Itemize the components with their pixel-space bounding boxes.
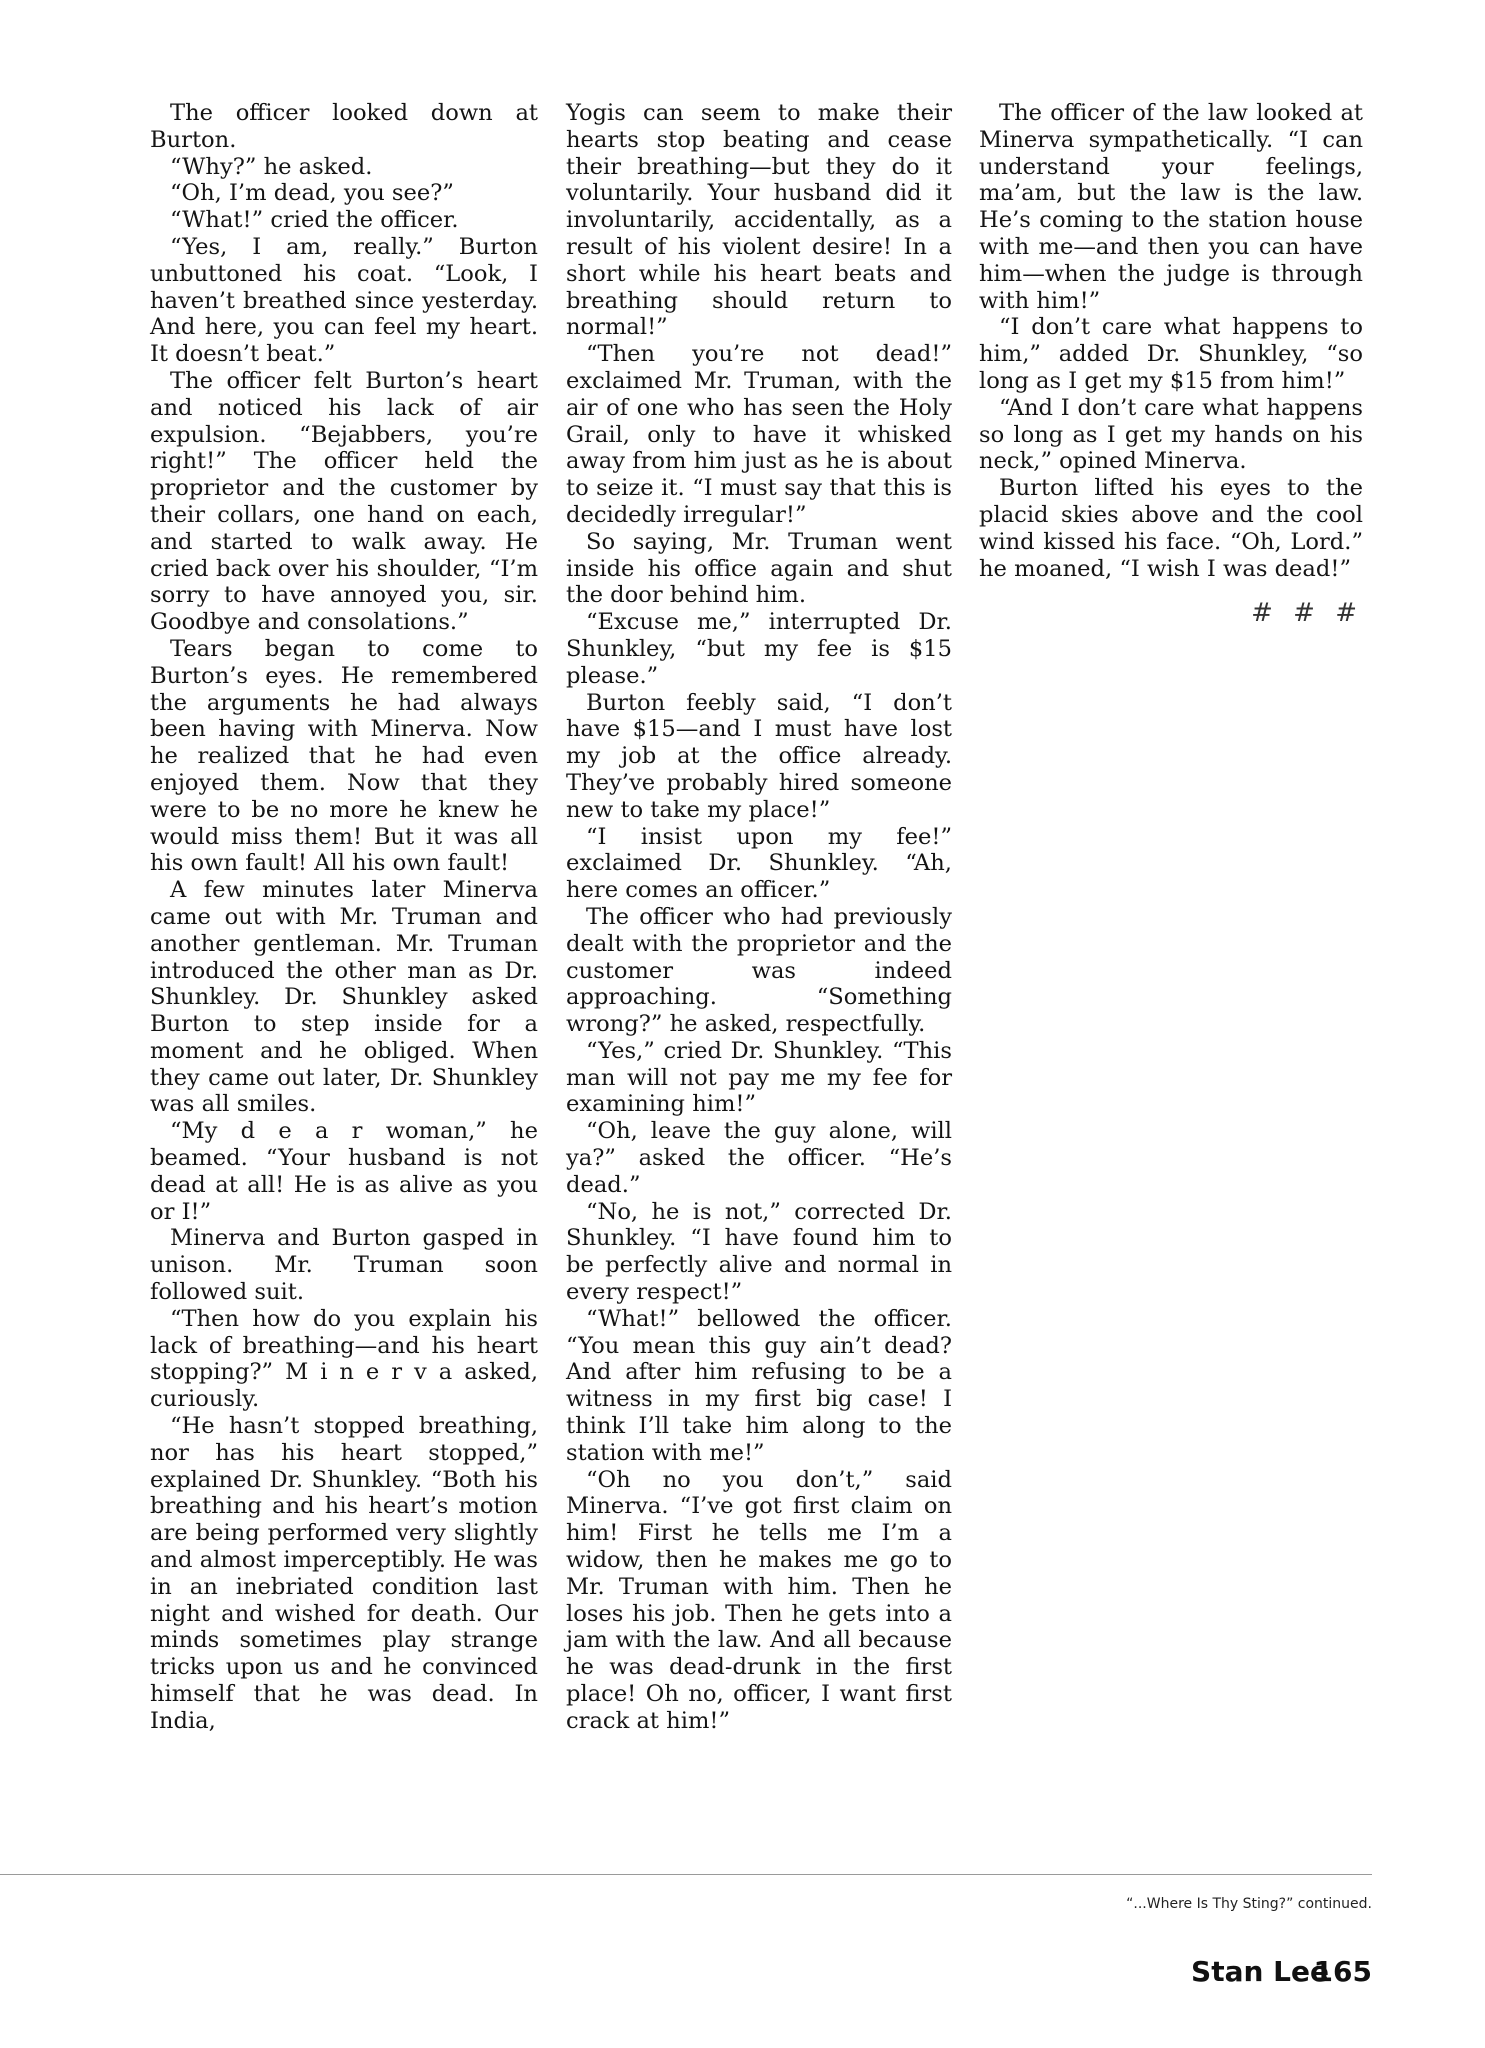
continued-note: “...Where Is Thy Sting?” continued.: [1126, 1896, 1372, 1912]
paragraph: “What!” bellowed the officer. “You mean this guy ain’t dead? And after him refusing to be a witness in my first big case! I think I’ll take him along to the station with me!”: [566, 1305, 952, 1466]
paragraph: “No, he is not,” corrected Dr. Shunkley. “I have found him to be perfectly alive and normal in every respect!”: [566, 1198, 952, 1306]
paragraph: The officer who had previously dealt with the proprietor and the customer was indeed approaching. “Something wrong?” he asked, respectfully.: [566, 903, 952, 1038]
end-of-story-mark: # # #: [1251, 598, 1363, 629]
paragraph: Burton lifted his eyes to the placid skies above and the cool wind kissed his face. “Oh, Lord.” he moaned, “I wish I was dead!”: [979, 475, 1363, 582]
paragraph: The officer looked down at Burton.: [150, 100, 538, 153]
paragraph: “Yes, I am, really.” Burton unbuttoned his coat. “Look, I haven’t breathed since yesterday. And here, you can feel my heart. It doesn’t beat.”: [150, 233, 538, 368]
text-column-middle: [566, 100, 952, 1735]
paragraph: “And I don’t care what happens so long as I get my hands on his neck,” opined Minerva.: [979, 394, 1363, 475]
paragraph: “My d e a r woman,” he beamed. “Your husband is not dead at all! He is as alive as you or I!”: [150, 1118, 538, 1225]
footer-divider: [0, 1874, 1372, 1875]
paragraph: So saying, Mr. Truman went inside his office again and shut the door behind him.: [566, 528, 952, 609]
paragraph: “I insist upon my fee!” exclaimed Dr. Shunkley. “Ah, here comes an officer.”: [566, 823, 952, 904]
paragraph: “Oh, I’m dead, you see?”: [170, 180, 454, 207]
paragraph: “Then how do you explain his lack of breathing—and his heart stopping?” M i n e r v a asked, curiously.: [150, 1305, 538, 1413]
paragraph: Minerva and Burton gasped in unison. Mr. Truman soon followed suit.: [150, 1225, 538, 1306]
paragraph: “Yes,” cried Dr. Shunkley. “This man will not pay me my fee for examining him!”: [566, 1037, 952, 1118]
paragraph: A few minutes later Minerva came out with Mr. Truman and another gentleman. Mr. Truman introduced the other man as Dr. Shunkley. Dr. Shunkley asked Burton to step inside for a moment and he obliged. When they came out later, Dr. Shunkley was all smiles.: [150, 877, 538, 1118]
paragraph: “What!” cried the officer.: [170, 207, 459, 234]
paragraph: “Oh no you don’t,” said Minerva. “I’ve got first claim on him! First he tells me I’m a widow, then he makes me go to Mr. Truman with him. Then he loses his job. Then he gets into a jam with the law. And all because he was dead-drunk in the first place! Oh no, officer, I want first crack at him!”: [566, 1466, 952, 1734]
paragraph: “Then you’re not dead!” exclaimed Mr. Truman, with the air of one who has seen the Holy Grail, only to have it whisked away from him just as he is about to seize it. “I must say that this is decidedly irregular!”: [566, 341, 952, 528]
paragraph: “Oh, leave the guy alone, will ya?” asked the officer. “He’s dead.”: [566, 1118, 952, 1198]
paragraph: Yogis can seem to make their hearts stop beating and cease their breathing—but they do it voluntarily. Your husband did it involuntarily, accidentally, as a result of his violent desire! In a short while his heart beats and breathing should return to normal!”: [566, 100, 952, 341]
paragraph: The officer of the law looked at Minerva sympathetically. “I can understand your feelings, ma’am, but the law is the law. He’s coming to the station house with me—and then you can have him—when the judge is through with him!”: [979, 100, 1363, 314]
paragraph: “I don’t care what happens to him,” added Dr. Shunkley, “so long as I get my $15 from him!”: [979, 314, 1363, 394]
footer-author: Stan Lee: [1191, 1955, 1329, 1988]
paragraph: “Why?” he asked.: [170, 153, 373, 180]
page-number: 165: [1313, 1955, 1372, 1988]
text-column-right: [979, 100, 1363, 627]
paragraph: Burton feebly said, “I don’t have $15—and I must have lost my job at the office already. They’ve probably hired someone new to take my place!”: [566, 689, 952, 823]
paragraph: Tears began to come to Burton’s eyes. He remembered the arguments he had always been having with Minerva. Now he realized that he had even enjoyed them. Now that they were to be no more he knew he would miss them! But it was all his own fault! All his own fault!: [150, 635, 538, 877]
paragraph: “He hasn’t stopped breathing, nor has his heart stopped,” explained Dr. Shunkley. “Both his breathing and his heart’s motion are being performed very slightly and almost imperceptibly. He was in an inebriated condition last night and wished for death. Our minds sometimes play strange tricks upon us and he convinced himself that he was dead. In India,: [150, 1413, 538, 1734]
paragraph: “Excuse me,” interrupted Dr. Shunkley, “but my fee is $15 please.”: [566, 609, 952, 689]
paragraph: The officer felt Burton’s heart and noticed his lack of air expulsion. “Bejabbers, you’re right!” The officer held the proprietor and the customer by their collars, one hand on each, and started to walk away. He cried back over his shoulder, “I’m sorry to have annoyed you, sir. Goodbye and consolations.”: [150, 367, 538, 636]
text-column-left: [150, 100, 538, 1735]
